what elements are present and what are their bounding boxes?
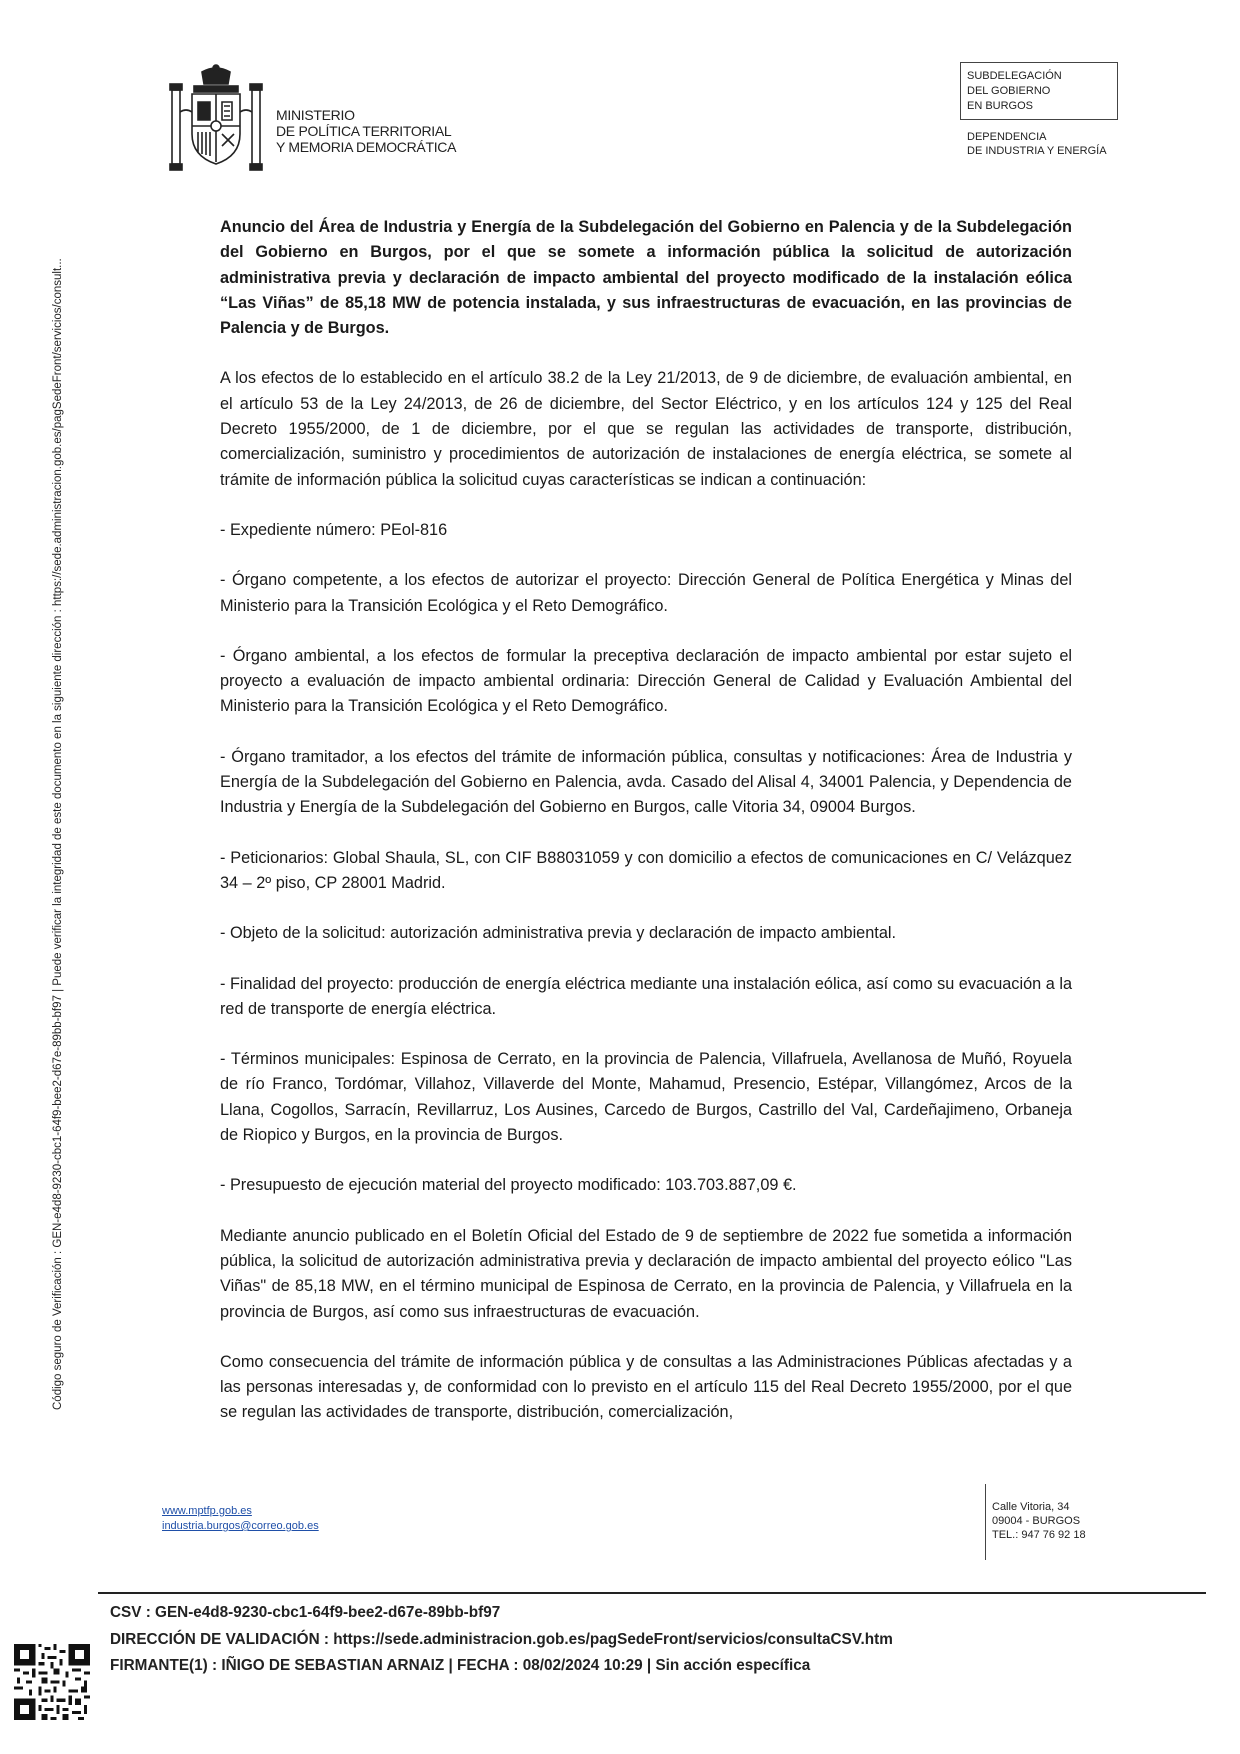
email-link[interactable]: industria.burgos@correo.gob.es [162, 1520, 319, 1532]
subdelegation-box [960, 62, 1118, 120]
subdelegation-line-2: DEL GOBIERNO [967, 85, 1051, 97]
dependency-line-1: DEPENDENCIA [967, 131, 1047, 143]
address-line-1: Calle Vitoria, 34 [992, 1501, 1070, 1513]
footer-address [992, 1500, 1086, 1542]
footer-links [162, 1504, 319, 1534]
paragraph-organo-ambiental: - Órgano ambiental, a los efectos de formular la preceptiva declaración de impacto ambiental por estar sujeto el proyecto a evaluación de impacto ambiental ordinaria: Dirección General de Calidad y Evaluación Ambiental del Ministerio para la Transición Ecológica y el Reto Demográfico. [220, 646, 1072, 716]
paragraph-consecuencia: Como consecuencia del trámite de información pública y de consultas a las Administraciones Públicas afectadas y a las personas interesadas y, de conformidad con lo previsto en el artículo 115 del Real Decreto 1955/2000, por el que se regulan las actividades de transporte, distribución, comercialización, [220, 1352, 1072, 1422]
validation-block [110, 1600, 893, 1680]
paragraph-organo-tramitador: - Órgano tramitador, a los efectos del trámite de información pública, consultas y notificaciones: Área de Industria y Energía de la Subdelegación del Gobierno en Palencia, avda. Casado del Alisal 4, 34001 Palencia, y Dependencia de Industria y Energía de la Subdelegación del Gobierno en Burgos, calle Vitoria 34, 09004 Burgos. [220, 747, 1072, 817]
paragraph-terminos: - Términos municipales: Espinosa de Cerrato, en la provincia de Palencia, Villafruela, Avellanosa de Muñó, Royuela de río Franco, Tordómar, Villahoz, Villaverde del Monte, Mahamud, Presencio, Estépar, Villangómez, Arcos de la Llana, Cogollos, Sarracín, Revillarruz, Los Ausines, Carcedo de Burgos, Castrillo del Val, Cardeñajimeno, Orbaneja de Riopico y Burgos, en la provincia de Burgos. [220, 1050, 1072, 1145]
csv-code: CSV : GEN-e4d8-9230-cbc1-64f9-bee2-d67e-89bb-bf97 [110, 1604, 501, 1621]
subdelegation-line-3: EN BURGOS [967, 100, 1034, 112]
dependency-label [967, 130, 1107, 158]
paragraph-finalidad: - Finalidad del proyecto: producción de energía eléctrica mediante una instalación eólica, así como su evacuación a la red de transporte de energía eléctrica. [220, 974, 1072, 1018]
dependency-line-2: DE INDUSTRIA Y ENERGÍA [967, 145, 1107, 157]
paragraph-presupuesto: - Presupuesto de ejecución material del proyecto modificado: 103.703.887,09 €. [220, 1176, 797, 1195]
paragraph-boe: Mediante anuncio publicado en el Boletín Oficial del Estado de 9 de septiembre de 2022 fue sometida a información pública, la solicitud de autorización administrativa previa y declaración de impacto ambiental del proyecto eólico "Las Viñas" de 85,18 MW, en el término municipal de Espinosa de Cerrato, en la provincia de Palencia, y Villafruela en la provincia de Burgos, así como sus infraestructuras de evacuación. [220, 1226, 1072, 1321]
announcement-title: Anuncio del Área de Industria y Energía de la Subdelegación del Gobierno en Palencia y de la Subdelegación del Gobierno en Burgos, por el que se somete a información pública la solicitud de autorización administrativa previa y declaración de impacto ambiental del proyecto modificado de la instalación eólica “Las Viñas” de 85,18 MW de potencia instalada, y sus infraestructuras de evacuación, en las provincias de Palencia y de Burgos. [220, 218, 1072, 338]
signer-info: FIRMANTE(1) : IÑIGO DE SEBASTIAN ARNAIZ | FECHA : 08/02/2024 10:29 | Sin acción específica [110, 1657, 811, 1674]
coat-of-arms-logo [168, 64, 264, 176]
address-line-2: 09004 - BURGOS [992, 1515, 1081, 1527]
validation-divider [98, 1592, 1206, 1594]
paragraph-peticionarios: - Peticionarios: Global Shaula, SL, con CIF B88031059 y con domicilio a efectos de comunicaciones en C/ Velázquez 34 – 2º piso, CP 28001 Madrid. [220, 848, 1072, 892]
paragraph-objeto: - Objeto de la solicitud: autorización administrativa previa y declaración de impacto ambiental. [220, 924, 897, 943]
validation-url: DIRECCIÓN DE VALIDACIÓN : https://sede.administracion.gob.es/pagSedeFront/servicios/consultaCSV.htm [110, 1630, 893, 1648]
address-line-3: TEL.: 947 76 92 18 [992, 1529, 1086, 1541]
announcement-body [220, 215, 1072, 1451]
paragraph-intro: A los efectos de lo establecido en el artículo 38.2 de la Ley 21/2013, de 9 de diciembre, de evaluación ambiental, en el artículo 53 de la Ley 24/2013, de 26 de diciembre, del Sector Eléctrico, y en los artículos 124 y 125 del Real Decreto 1955/2000, de 1 de diciembre, por el que se regulan las actividades de transporte, distribución, comercialización, suministro y procedimientos de autorización de instalaciones de energía eléctrica, se somete al trámite de información pública la solicitud cuyas características se indican a continuación: [220, 369, 1072, 489]
paragraph-organo-competente: - Órgano competente, a los efectos de autorizar el proyecto: Dirección General de Política Energética y Minas del Ministerio para la Transición Ecológica y el Reto Demográfico. [220, 571, 1072, 615]
ministry-line-2: DE POLÍTICA TERRITORIAL [276, 123, 452, 139]
footer-divider [985, 1484, 986, 1560]
website-link[interactable]: www.mptfp.gob.es [162, 1505, 252, 1517]
ministry-line-3: Y MEMORIA DEMOCRÁTICA [276, 139, 457, 155]
paragraph-expediente: - Expediente número: PEol-816 [220, 520, 448, 539]
ministry-name [276, 107, 456, 155]
qr-code-icon [14, 1644, 90, 1720]
ministry-line-1: MINISTERIO [276, 107, 355, 123]
verification-side-text: Código seguro de Verificación : GEN-e4d8-9230-cbc1-64f9-bee2-d67e-89bb-bf97 | Puede verificar la integridad de este documento en la siguiente dirección : https://sede.administracion.gob.es/pagSedeFront/servicios/consult... [52, 258, 64, 1410]
subdelegation-line-1: SUBDELEGACIÓN [967, 70, 1062, 82]
